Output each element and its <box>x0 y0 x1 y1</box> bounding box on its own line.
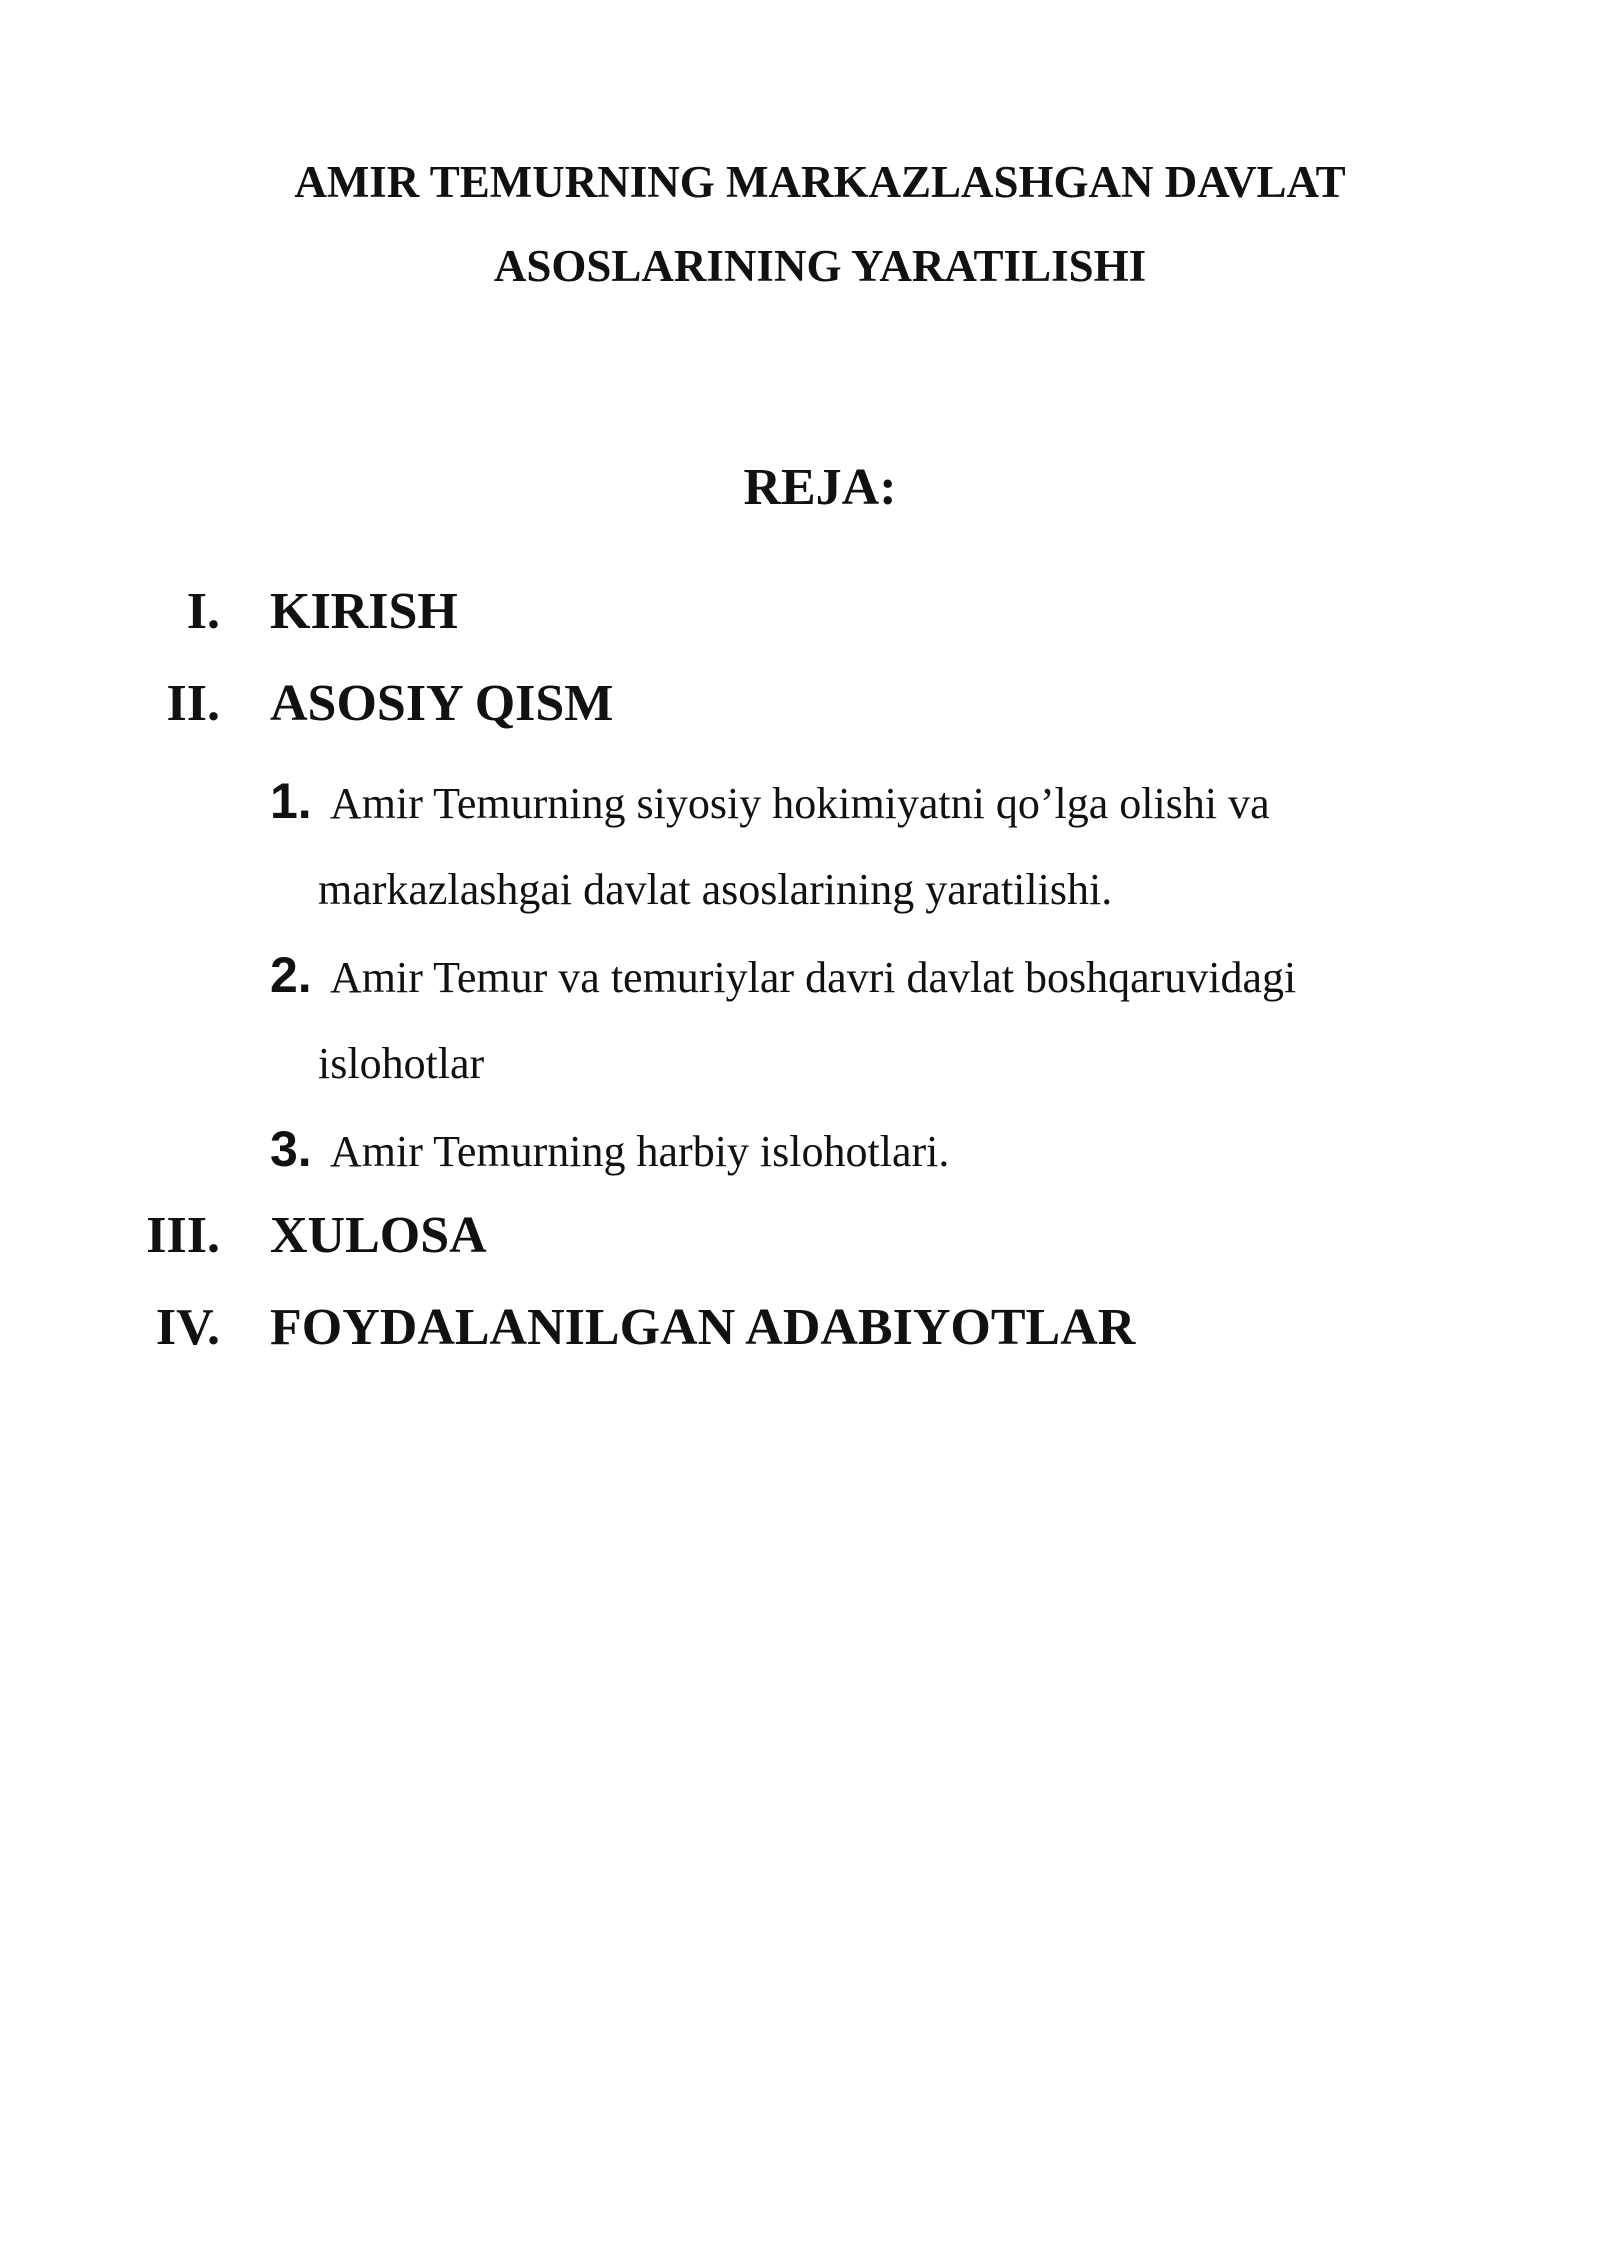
subsection-first-line <box>270 1106 1430 1195</box>
subsection-text-line-1: Amir Temur va temuriylar davri davlat boshqaruvidagi <box>330 953 1297 1002</box>
section-label: XULOSA <box>270 1207 487 1264</box>
section-numeral: II. <box>166 675 220 732</box>
subsection-number: 1. <box>270 773 312 829</box>
section-numeral: III. <box>146 1207 220 1264</box>
subsection-text-line-1: Amir Temurning harbiy islohotlari. <box>330 1127 950 1176</box>
subsection-first-line <box>270 758 1430 847</box>
plan-section-conclusion <box>0 1196 1600 1276</box>
plan-section-references <box>0 1288 1600 1368</box>
subsection-text-line-2: islohotlar <box>318 1039 485 1088</box>
subsection-text-line-1: Amir Temurning siyosiy hokimiyatni qo’lga olishi va <box>330 779 1270 828</box>
plan-subsection-3 <box>270 1106 1430 1195</box>
section-numeral: I. <box>186 583 220 640</box>
section-label: ASOSIY QISM <box>270 675 614 732</box>
section-label: KIRISH <box>270 583 458 640</box>
section-numeral: IV. <box>155 1299 220 1356</box>
plan-subsection-1 <box>270 758 1430 933</box>
document-title-line-1: AMIR TEMURNING MARKAZLASHGAN DAVLAT <box>294 157 1346 207</box>
subsection-first-line <box>270 932 1430 1021</box>
plan-section-introduction <box>0 572 1600 652</box>
subsection-number: 2. <box>270 947 312 1003</box>
section-label: FOYDALANILGAN ADABIYOTLAR <box>270 1299 1136 1356</box>
document-title-line-2: ASOSLARINING YARATILISHI <box>493 241 1147 291</box>
subsection-number: 3. <box>270 1121 312 1177</box>
subsection-text-line-2: markazlashgai davlat asoslarining yaratilishi. <box>318 865 1113 914</box>
plan-subsection-2 <box>270 932 1430 1107</box>
plan-heading: REJA: <box>743 459 897 516</box>
plan-section-main-part <box>0 664 1600 744</box>
